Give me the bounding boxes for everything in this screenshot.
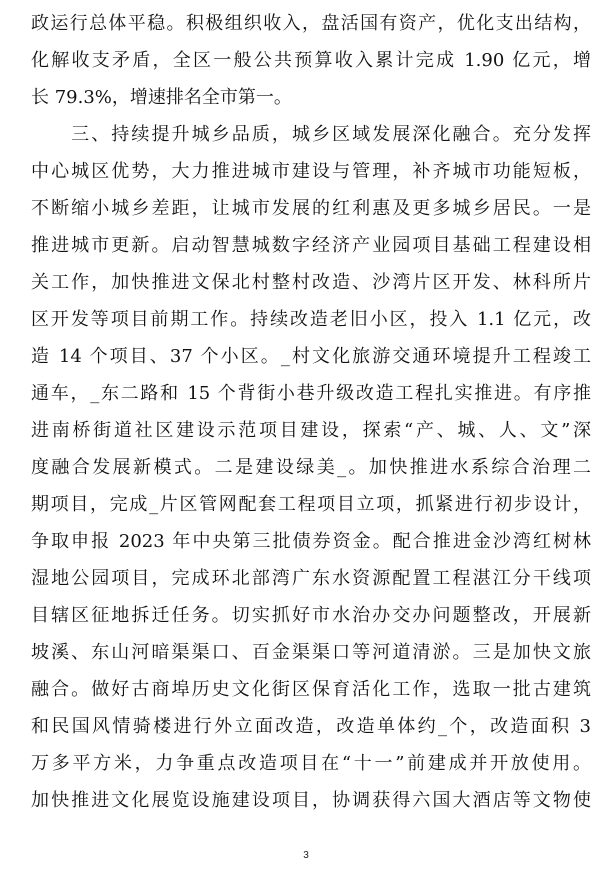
- text-line: 湿地公园项目，完成环北部湾广东水资源配置工程湛江分干线项: [31, 568, 591, 589]
- text-line: 关工作，加快推进文保北村整村改造、沙湾片区开发、林科所片: [31, 272, 591, 293]
- text-line: 期项目，完成_片区管网配套工程项目立项，抓紧进行初步设计，: [31, 494, 591, 515]
- text-line: 中心城区优势，大力推进城市建设与管理，补齐城市功能短板，: [31, 161, 591, 182]
- text-line: 推进城市更新。启动智慧城数字经济产业园项目基础工程建设相: [31, 235, 591, 256]
- text-line: 争取申报 2023 年中央第三批债券资金。配合推进金沙湾红树林: [31, 531, 591, 552]
- text-line: 度融合发展新模式。二是建设绿美_。加快推进水系综合治理二: [31, 457, 591, 478]
- text-line: 坡溪、东山河暗渠渠口、百金渠渠口等河道清淤。三是加快文旅: [31, 642, 591, 663]
- text-line: 目辖区征地拆迁任务。切实抓好市水治办交办问题整改，开展新: [31, 605, 591, 626]
- text-line: 不断缩小城乡差距，让城市发展的红利惠及更多城乡居民。一是: [31, 198, 591, 219]
- page-number: 3: [303, 850, 309, 861]
- text-line: 区开发等项目前期工作。持续改造老旧小区，投入 1.1 亿元，改: [31, 309, 591, 330]
- body-text: [31, 5, 591, 819]
- text-line: 政运行总体平稳。积极组织收入，盘活国有资产，优化支出结构，: [31, 13, 591, 34]
- section-heading-line: 三、持续提升城乡品质，城乡区域发展深化融合。充分发挥: [31, 124, 591, 145]
- text-line: 造 14 个项目、37 个小区。_村文化旅游交通环境提升工程竣工: [31, 346, 591, 367]
- text-line: 和民国风情骑楼进行外立面改造，改造单体约_个，改造面积 3: [31, 716, 591, 737]
- text-line: 加快推进文化展览设施建设项目，协调获得六国大酒店等文物使: [31, 790, 591, 811]
- text-line: 通车，_东二路和 15 个背街小巷升级改造工程扎实推进。有序推: [31, 383, 591, 404]
- text-line: 化解收支矛盾，全区一般公共预算收入累计完成 1.90 亿元，增: [31, 50, 591, 71]
- text-line: 万多平方米，力争重点改造项目在“十一”前建成并开放使用。: [31, 753, 591, 774]
- text-line: 长 79.3%，增速排名全市第一。: [31, 87, 292, 108]
- text-line: 进南桥街道社区建设示范项目建设，探索“产、城、人、文”深: [31, 420, 591, 441]
- text-line: 融合。做好古商埠历史文化街区保育活化工作，选取一批古建筑: [31, 679, 591, 700]
